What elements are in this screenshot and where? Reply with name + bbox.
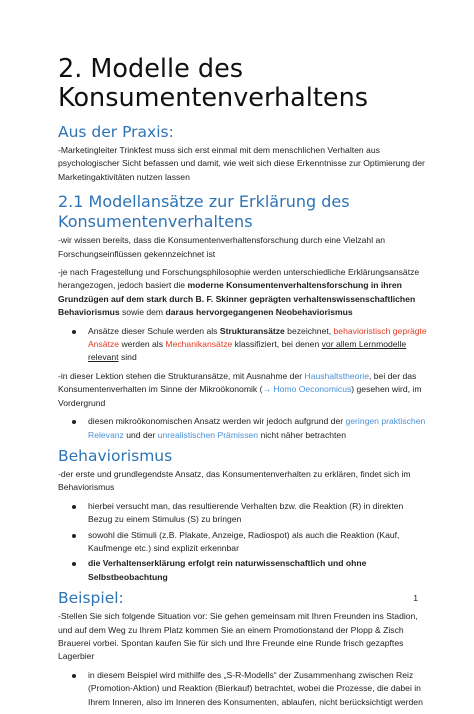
text-run: und der [123, 429, 158, 440]
list-item: die Verhaltenserklärung erfolgt rein naturwissenschaftlich und ohne Selbstbeobachtung [88, 557, 430, 584]
praxis-heading: Aus der Praxis: [58, 123, 174, 141]
list-item [88, 415, 430, 442]
section-2-1-list-2 [58, 415, 430, 442]
section-2-1-list-1 [58, 325, 430, 365]
text-run: werden als [119, 339, 166, 350]
document-page [58, 55, 430, 714]
behaviorismus-list [58, 500, 430, 584]
page-number: 1 [413, 593, 418, 603]
section-2-1-heading: 2.1 Modellansätze zur Erklärung des Konsumentenverhaltens [58, 192, 350, 232]
text-run: -je nach Fragestellung und Forschungsphilosophie werden unterschiedliche Erklärungsansätze herangezogen, jedoch basiert die [58, 267, 420, 291]
bold-text: daraus hervorgegangenen Neobehaviorismus [165, 307, 353, 318]
list-item [88, 325, 430, 365]
praxis-text: -Marketingleiter Trinkfest muss sich erst einmal mit dem menschlichen Verhalten aus psychologischer Sicht befassen und damit, wie weit sich diese Erkenntnisse zur Optimierung der Marketingaktivitäten nutzen lassen [58, 145, 425, 182]
blue-text: → Homo Oeconomicus [262, 384, 352, 395]
behaviorismus-heading: Behaviorismus [58, 446, 173, 465]
section-2-1-paragraph-3 [58, 370, 430, 410]
list-item: in diesem Beispiel wird mithilfe des „S-R-Modells“ der Zusammenhang zwischen Reiz (Promotion-Aktion) und Reaktion (Bierkauf) betrachtet, wobei die Prozesse, die dabei in Ihrem Inneren, also im Inneren des Konsumenten, ablaufen, nicht berücksichtigt werden [88, 669, 430, 709]
blue-text: unrealistischen Prämissen [157, 429, 259, 440]
beispiel-heading: Beispiel: [58, 589, 124, 608]
text-run: bezeichnet, [284, 325, 334, 336]
text-run: sind [118, 352, 137, 363]
text-run: nicht näher betrachten [258, 429, 346, 440]
page-title: 2. Modelle des Konsumentenverhaltens [58, 54, 369, 113]
bold-text: moderne Konsumentenverhaltensforschung in ihren Grundzügen auf dem stark durch B. F. Skinner geprägten verhaltenswissenschaftlichen Behaviorismus [58, 280, 416, 318]
bold-text: Strukturansätze [219, 325, 285, 336]
red-text: Mechanikansätze [165, 339, 233, 350]
list-item: sowohl die Stimuli (z.B. Plakate, Anzeige, Radiospot) als auch die Reaktion (Kauf, Kaufmenge etc.) sind explizit erkennbar [88, 529, 430, 556]
text-run: Ansätze dieser Schule werden als [88, 325, 220, 336]
underlined-text: vor allem Lernmodelle relevant [88, 339, 407, 363]
section-2-1-paragraph-1: -wir wissen bereits, dass die Konsumentenverhaltensforschung durch eine Vielzahl an Forschungseinflüssen gekennzeichnet ist [58, 235, 386, 259]
text-run: -in dieser Lektion stehen die Strukturansätze, mit Ausnahme der [58, 370, 305, 381]
behaviorismus-paragraph: -der erste und grundlegendste Ansatz, das Konsumentenverhalten zu erklären, findet sich im Behaviorismus [58, 468, 411, 493]
list-item: hierbei versucht man, das resultierende Verhalten bzw. die Reaktion (R) in direkten Bezug zu einem Stimulus (S) zu bringen [88, 500, 430, 527]
beispiel-paragraph: -Stellen Sie sich folgende Situation vor: Sie gehen gemeinsam mit Ihren Freunden ins Stadion, und auf dem Weg zu Ihrem Platz kommen Sie an einem Promotionstand der Plopp & Zisch Brauerei vorbei. Spontan kaufen Sie für sich und Ihre Freunde eine Runde frisch gezapftes Lagerbier [58, 611, 418, 662]
red-text: behavioristisch geprägte Ansätze [88, 325, 427, 350]
text-run: sowie dem [119, 307, 166, 318]
section-2-1-paragraph-2 [58, 266, 430, 320]
text-run: klassifiziert, bei denen [232, 339, 322, 350]
blue-text: Haushaltstheorie [304, 370, 369, 381]
text-run: ) gesehen wird, im Vordergrund [58, 384, 422, 408]
beispiel-list [58, 669, 430, 709]
text-run: , bei der das Konsumentenverhalten im Sinne der Mikroökonomik ( [58, 370, 417, 395]
blue-text: geringen praktischen Relevanz [88, 416, 426, 440]
text-run: diesen mikroökonomischen Ansatz werden wir jedoch aufgrund der [88, 416, 346, 427]
